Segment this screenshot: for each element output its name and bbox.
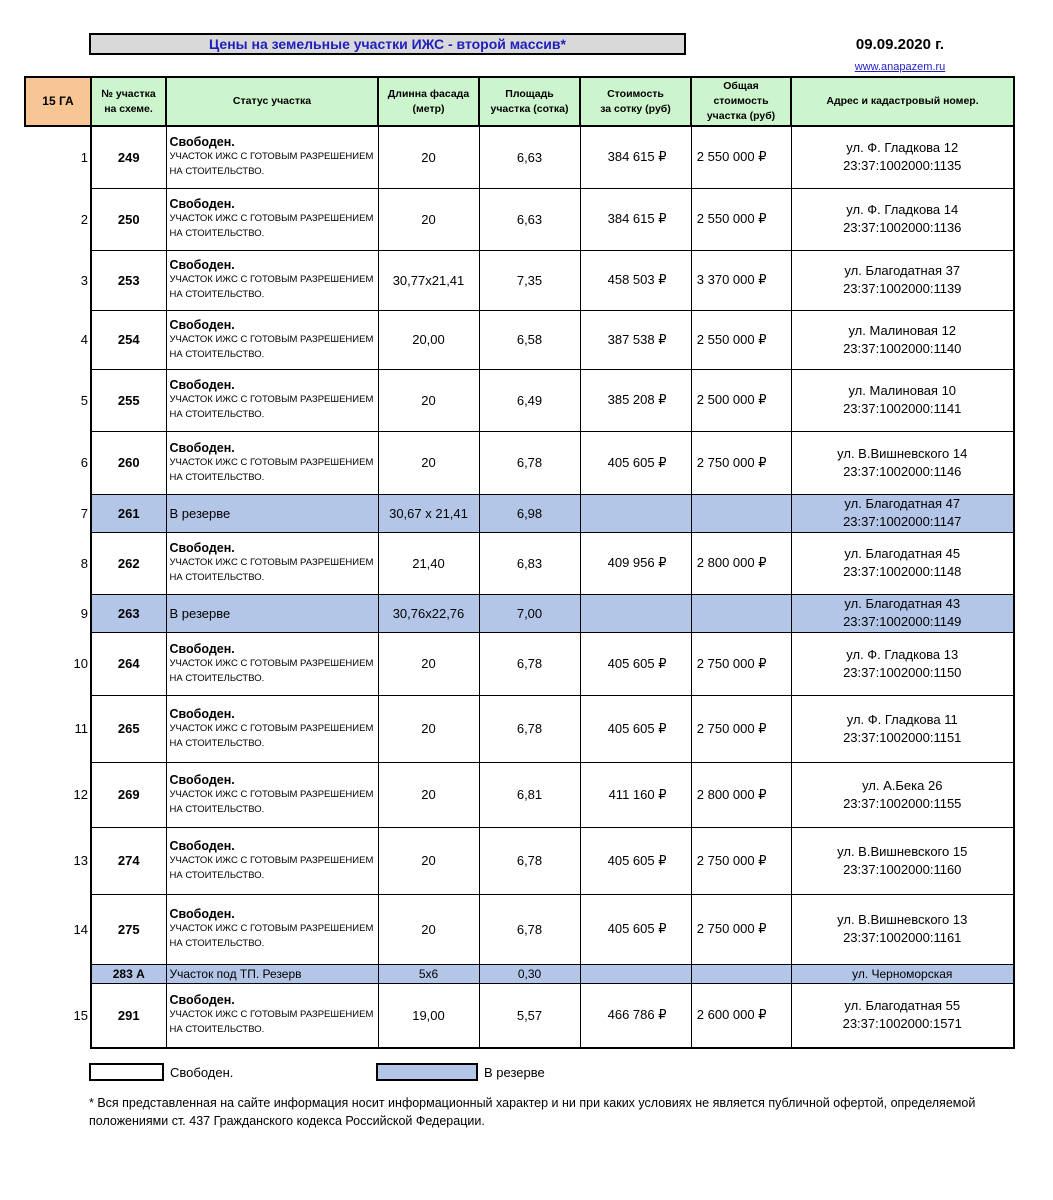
total-cell: 2 800 000 ₽ (691, 532, 791, 594)
status-note: УЧАСТОК ИЖС С ГОТОВЫМ РАЗРЕШЕНИЕМ НА СТОИТЕЛЬСТВО. (169, 854, 374, 881)
total-cell: 2 750 000 ₽ (691, 695, 791, 762)
address-cell (791, 250, 1014, 310)
cadastral-number: 23:37:1002000:1147 (843, 514, 962, 529)
status-text: Свободен. (169, 641, 235, 656)
status-note: УЧАСТОК ИЖС С ГОТОВЫМ РАЗРЕШЕНИЕМ НА СТОИТЕЛЬСТВО. (169, 722, 374, 749)
address-cell (791, 762, 1014, 827)
total-cell: 2 750 000 ₽ (691, 894, 791, 964)
header-price-per: Стоимость за сотку (руб) (580, 77, 691, 126)
status-cell (166, 369, 378, 431)
header-facade: Длинна фасада (метр) (378, 77, 479, 126)
header-area-ga: 15 ГА (25, 77, 91, 126)
status-cell (166, 762, 378, 827)
status-note: УЧАСТОК ИЖС С ГОТОВЫМ РАЗРЕШЕНИЕМ НА СТОИТЕЛЬСТВО. (169, 213, 374, 239)
status-cell (166, 532, 378, 594)
status-cell (166, 632, 378, 695)
area-cell: 6,98 (479, 494, 580, 532)
cadastral-number: 23:37:1002000:1146 (843, 463, 962, 479)
legend-reserve-swatch (376, 1063, 478, 1081)
address-cell (791, 983, 1014, 1048)
cadastral-number: 23:37:1002000:1149 (843, 614, 962, 629)
address-cell (791, 632, 1014, 695)
status-cell (166, 983, 378, 1048)
plot-number: 283 А (91, 964, 166, 983)
address-cell (791, 894, 1014, 964)
plot-number: 253 (91, 250, 166, 310)
address-text: ул. Благодатная 47 (844, 496, 961, 511)
table-header-row (25, 77, 1014, 126)
cadastral-number: 23:37:1002000:1161 (843, 930, 962, 945)
status-text: Свободен. (169, 317, 235, 332)
status-text: Свободен. (169, 772, 235, 787)
table-row (25, 250, 1014, 310)
row-index: 1 (25, 126, 91, 188)
total-cell: 2 550 000 ₽ (691, 126, 791, 188)
facade-cell: 5х6 (378, 964, 479, 983)
status-cell (166, 964, 378, 983)
page-title (89, 33, 686, 55)
total-cell (691, 494, 791, 532)
price-per-cell: 385 208 ₽ (580, 369, 691, 431)
address-text: ул. Малиновая 10 (848, 383, 957, 398)
plot-number: 291 (91, 983, 166, 1048)
plot-number: 269 (91, 762, 166, 827)
row-index: 11 (25, 695, 91, 762)
address-text: ул. А.Бека 26 (862, 777, 943, 793)
plot-number: 274 (91, 827, 166, 894)
address-cell (791, 494, 1014, 532)
address-cell (791, 827, 1014, 894)
total-cell: 2 750 000 ₽ (691, 632, 791, 695)
plot-number: 255 (91, 369, 166, 431)
cadastral-number: 23:37:1002000:1140 (843, 340, 962, 356)
table-row (25, 532, 1014, 594)
status-cell (166, 188, 378, 250)
cadastral-number: 23:37:1002000:1135 (843, 158, 962, 174)
address-cell (791, 126, 1014, 188)
table-row (25, 762, 1014, 827)
area-cell: 6,49 (479, 369, 580, 431)
status-text: Свободен. (169, 135, 235, 150)
facade-cell: 20 (378, 188, 479, 250)
status-cell (166, 250, 378, 310)
area-cell: 6,78 (479, 695, 580, 762)
plot-number: 275 (91, 894, 166, 964)
total-cell: 2 750 000 ₽ (691, 827, 791, 894)
status-cell (166, 431, 378, 494)
status-note: УЧАСТОК ИЖС С ГОТОВЫМ РАЗРЕШЕНИЕМ НА СТОИТЕЛЬСТВО. (169, 657, 374, 684)
status-cell (166, 827, 378, 894)
status-text: Свободен. (169, 440, 235, 455)
facade-cell: 30,77х21,41 (378, 250, 479, 310)
area-cell: 7,00 (479, 594, 580, 632)
status-text: Свободен. (169, 197, 235, 211)
row-index (25, 964, 91, 983)
status-text: Свободен. (169, 838, 235, 853)
facade-cell: 30,76х22,76 (378, 594, 479, 632)
footnote: * Вся представленная на сайте информация носит информационный характер и ни при каких условиях не является публичной офертой, определяемой положениями ст. 437 Гражданского кодекса Российской Федерации. (89, 1096, 976, 1128)
total-cell (691, 594, 791, 632)
status-text: Участок под ТП. Резерв (169, 966, 302, 981)
price-per-cell (580, 594, 691, 632)
status-text: Свободен. (169, 378, 235, 392)
status-note: УЧАСТОК ИЖС С ГОТОВЫМ РАЗРЕШЕНИЕМ НА СТОИТЕЛЬСТВО. (169, 788, 374, 815)
price-per-cell: 405 605 ₽ (580, 431, 691, 494)
plot-number: 262 (91, 532, 166, 594)
total-cell: 2 800 000 ₽ (691, 762, 791, 827)
price-per-cell: 405 605 ₽ (580, 894, 691, 964)
price-per-cell: 387 538 ₽ (580, 310, 691, 369)
address-cell (791, 594, 1014, 632)
area-cell: 7,35 (479, 250, 580, 310)
row-index: 6 (25, 431, 91, 494)
status-cell (166, 310, 378, 369)
price-per-cell: 411 160 ₽ (580, 762, 691, 827)
status-note: УЧАСТОК ИЖС С ГОТОВЫМ РАЗРЕШЕНИЕМ НА СТОИТЕЛЬСТВО. (169, 151, 374, 178)
table-row (25, 894, 1014, 964)
cadastral-number: 23:37:1002000:1148 (843, 564, 962, 579)
plot-number: 263 (91, 594, 166, 632)
cadastral-number: 23:37:1002000:1155 (843, 795, 962, 811)
facade-cell: 20 (378, 369, 479, 431)
row-index: 14 (25, 894, 91, 964)
cadastral-number: 23:37:1002000:1150 (843, 664, 962, 680)
address-text: ул. Благодатная 43 (844, 596, 961, 611)
date-label: 09.09.2020 г. (855, 36, 945, 53)
plot-number: 250 (91, 188, 166, 250)
status-note: УЧАСТОК ИЖС С ГОТОВЫМ РАЗРЕШЕНИЕМ НА СТОИТЕЛЬСТВО. (169, 923, 374, 949)
header-area: Площадь участка (сотка) (479, 77, 580, 126)
address-text: ул. Благодатная 55 (844, 998, 961, 1014)
facade-cell: 20,00 (378, 310, 479, 369)
price-per-cell: 405 605 ₽ (580, 632, 691, 695)
facade-cell: 20 (378, 632, 479, 695)
facade-cell: 20 (378, 126, 479, 188)
status-text: Свободен. (169, 541, 235, 555)
facade-cell: 19,00 (378, 983, 479, 1048)
plot-number: 254 (91, 310, 166, 369)
address-cell (791, 431, 1014, 494)
cadastral-number: 23:37:1002000:1141 (843, 401, 962, 416)
status-text: Свободен. (169, 706, 235, 721)
status-text: Свободен. (169, 993, 235, 1008)
address-text: ул. В.Вишневского 14 (837, 445, 968, 461)
facade-cell: 20 (378, 431, 479, 494)
plot-number: 264 (91, 632, 166, 695)
total-cell: 2 600 000 ₽ (691, 983, 791, 1048)
address-text: ул. В.Вишневского 15 (837, 843, 968, 859)
table-row (25, 632, 1014, 695)
row-index: 5 (25, 369, 91, 431)
price-per-cell: 384 615 ₽ (580, 188, 691, 250)
site-link[interactable]: www.anapazem.ru (854, 61, 946, 73)
legend-reserve-label: В резерве (484, 1065, 545, 1080)
table-row (25, 494, 1014, 532)
status-text: В резерве (169, 605, 231, 621)
address-cell (791, 532, 1014, 594)
plot-number: 260 (91, 431, 166, 494)
plot-number: 265 (91, 695, 166, 762)
table-row (25, 431, 1014, 494)
header-status: Статус участка (166, 77, 378, 126)
address-cell (791, 369, 1014, 431)
row-index: 2 (25, 188, 91, 250)
area-cell: 6,83 (479, 532, 580, 594)
cadastral-number: 23:37:1002000:1160 (843, 861, 962, 877)
status-cell (166, 494, 378, 532)
status-note: УЧАСТОК ИЖС С ГОТОВЫМ РАЗРЕШЕНИЕМ НА СТОИТЕЛЬСТВО. (169, 333, 374, 360)
facade-cell: 21,40 (378, 532, 479, 594)
status-note: УЧАСТОК ИЖС С ГОТОВЫМ РАЗРЕШЕНИЕМ НА СТОИТЕЛЬСТВО. (169, 1009, 374, 1036)
plot-number: 249 (91, 126, 166, 188)
row-index: 3 (25, 250, 91, 310)
area-cell: 6,63 (479, 188, 580, 250)
table-row (25, 310, 1014, 369)
facade-cell: 20 (378, 695, 479, 762)
address-text: ул. В.Вишневского 13 (837, 912, 968, 927)
address-cell (791, 695, 1014, 762)
status-text: Свободен. (169, 907, 235, 921)
area-cell: 6,78 (479, 632, 580, 695)
total-cell: 2 750 000 ₽ (691, 431, 791, 494)
header-total: Общая стоимость участка (руб) (691, 77, 791, 126)
facade-cell: 20 (378, 762, 479, 827)
area-cell: 6,78 (479, 431, 580, 494)
row-index: 13 (25, 827, 91, 894)
area-cell: 6,63 (479, 126, 580, 188)
cadastral-number: 23:37:1002000:1151 (843, 729, 962, 745)
total-cell: 2 500 000 ₽ (691, 369, 791, 431)
row-index: 7 (25, 494, 91, 532)
facade-cell: 30,67 х 21,41 (378, 494, 479, 532)
price-per-cell: 405 605 ₽ (580, 827, 691, 894)
area-cell: 5,57 (479, 983, 580, 1048)
price-per-cell (580, 494, 691, 532)
table-row (25, 695, 1014, 762)
area-cell: 0,30 (479, 964, 580, 983)
table-row (25, 964, 1014, 983)
row-index: 15 (25, 983, 91, 1048)
status-cell (166, 894, 378, 964)
header-address: Адрес и кадастровый номер. (791, 77, 1014, 126)
status-note: УЧАСТОК ИЖС С ГОТОВЫМ РАЗРЕШЕНИЕМ НА СТОИТЕЛЬСТВО. (169, 456, 374, 483)
area-cell: 6,81 (479, 762, 580, 827)
cadastral-number: 23:37:1002000:1571 (842, 1016, 962, 1032)
plot-number: 261 (91, 494, 166, 532)
address-text: ул. Ф. Гладкова 13 (846, 646, 959, 662)
legend-free-label: Свободен. (170, 1065, 234, 1080)
price-per-cell: 409 956 ₽ (580, 532, 691, 594)
total-cell (691, 964, 791, 983)
address-text: ул. Ф. Гладкова 11 (846, 711, 958, 727)
table-row (25, 188, 1014, 250)
header-plot-number: № участка на схеме. (91, 77, 166, 126)
price-per-cell: 458 503 ₽ (580, 250, 691, 310)
status-text: В резерве (169, 505, 231, 521)
facade-cell: 20 (378, 827, 479, 894)
address-text: ул. Черноморская (852, 966, 953, 981)
facade-cell: 20 (378, 894, 479, 964)
status-cell (166, 594, 378, 632)
status-note: УЧАСТОК ИЖС С ГОТОВЫМ РАЗРЕШЕНИЕМ НА СТОИТЕЛЬСТВО. (169, 394, 374, 420)
table-row (25, 369, 1014, 431)
table-row (25, 594, 1014, 632)
status-note: УЧАСТОК ИЖС С ГОТОВЫМ РАЗРЕШЕНИЕМ НА СТОИТЕЛЬСТВО. (169, 557, 374, 583)
status-cell (166, 695, 378, 762)
address-text: ул. Ф. Гладкова 14 (846, 202, 959, 217)
price-per-cell: 466 786 ₽ (580, 983, 691, 1048)
address-text: ул. Благодатная 37 (844, 263, 961, 278)
row-index: 10 (25, 632, 91, 695)
cadastral-number: 23:37:1002000:1136 (843, 220, 962, 235)
status-cell (166, 126, 378, 188)
status-text: Свободен. (169, 258, 235, 272)
total-cell: 2 550 000 ₽ (691, 310, 791, 369)
address-text: ул. Благодатная 45 (844, 546, 961, 561)
table-row (25, 983, 1014, 1048)
legend-free-swatch (89, 1063, 164, 1081)
row-index: 12 (25, 762, 91, 827)
page-title-text: Цены на земельные участки ИЖС - второй массив* (209, 36, 566, 52)
area-cell: 6,58 (479, 310, 580, 369)
row-index: 4 (25, 310, 91, 369)
cadastral-number: 23:37:1002000:1139 (843, 281, 962, 296)
table-row (25, 126, 1014, 188)
area-cell: 6,78 (479, 894, 580, 964)
area-cell: 6,78 (479, 827, 580, 894)
plots-table (24, 76, 1015, 1049)
address-cell (791, 188, 1014, 250)
address-text: ул. Ф. Гладкова 12 (846, 140, 959, 156)
address-cell (791, 310, 1014, 369)
total-cell: 3 370 000 ₽ (691, 250, 791, 310)
row-index: 8 (25, 532, 91, 594)
price-per-cell (580, 964, 691, 983)
address-cell (791, 964, 1014, 983)
price-per-cell: 405 605 ₽ (580, 695, 691, 762)
table-row (25, 827, 1014, 894)
price-per-cell: 384 615 ₽ (580, 126, 691, 188)
status-note: УЧАСТОК ИЖС С ГОТОВЫМ РАЗРЕШЕНИЕМ НА СТОИТЕЛЬСТВО. (169, 274, 374, 300)
row-index: 9 (25, 594, 91, 632)
total-cell: 2 550 000 ₽ (691, 188, 791, 250)
address-text: ул. Малиновая 12 (848, 322, 957, 338)
